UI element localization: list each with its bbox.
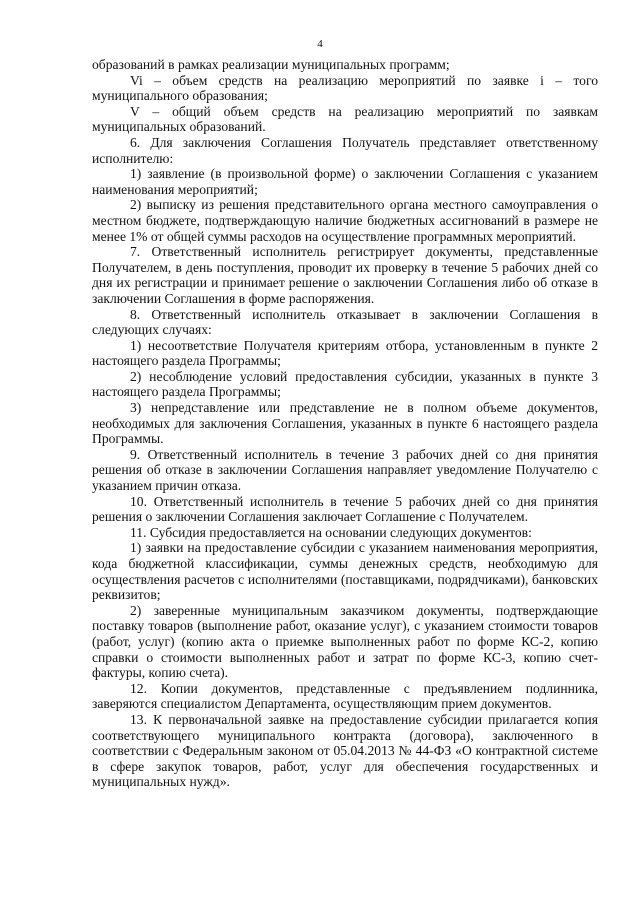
document-body [92, 57, 598, 790]
paragraph: образований в рамках реализации муниципальных программ; [92, 57, 450, 72]
paragraph: 11. Субсидия предоставляется на основании следующих документов: [130, 524, 532, 540]
paragraph: 2) несоблюдение условий предоставления субсидии, указанных в пункте 3 настоящего раздела Программы; [92, 368, 598, 400]
paragraph: Vi – объем средств на реализацию мероприятий по заявке i – того муниципального образования; [92, 72, 598, 104]
paragraph: 8. Ответственный исполнитель отказывает в заключении Соглашения в следующих случаях: [92, 306, 598, 338]
paragraph: 2) выписку из решения представительного органа местного самоуправления о местном бюджете, подтверждающую наличие бюджетных ассигнований в размере не менее 1% от общей суммы расходов на осуществление программных мероприятий. [92, 197, 598, 244]
paragraph: 6. Для заключения Соглашения Получатель представляет ответственному исполнителю: [92, 134, 598, 166]
paragraph: 13. К первоначальной заявке на предоставление субсидии прилагается копия соответствующего муниципального контракта (договора), заключенного в соответствии с Федеральным законом от 05.04.2013 № 44-ФЗ «О контрактной системе в сфере закупок товаров, работ, услуг для обеспечения государственных и муниципальных нужд». [92, 711, 598, 790]
paragraph: 9. Ответственный исполнитель в течение 3 рабочих дней со дня принятия решения об отказе в заключении Соглашения направляет уведомление Получателю с указанием причин отказа. [92, 446, 598, 494]
page-number: 4 [317, 38, 323, 50]
paragraph: 3) непредставление или представление не в полном объеме документов, необходимых для заключения Соглашения, указанных в пункте 6 настоящего раздела Программы. [92, 400, 598, 447]
paragraph: 7. Ответственный исполнитель регистрирует документы, представленные Получателем, в день поступления, проводит их проверку в течение 5 рабочих дней со дня их регистрации и принимает решение о заключении Соглашения либо об отказе в заключении Соглашения в форме распоряжения. [92, 244, 598, 306]
paragraph: V – общий объем средств на реализацию мероприятий по заявкам муниципальных образований. [92, 103, 598, 135]
paragraph: 1) заявление (в произвольной форме) о заключении Соглашения с указанием наименования мероприятий; [92, 166, 598, 197]
paragraph: 1) заявки на предоставление субсидии с указанием наименования мероприятия, кода бюджетной классификации, суммы денежных средств, необходимую для осуществления расчетов с исполнителями (поставщиками, подрядчиками), банковских реквизитов; [92, 540, 598, 603]
paragraph: 12. Копии документов, представленные с предъявлением подлинника, заверяются специалистом Департамента, осуществляющим прием документов. [92, 680, 598, 712]
paragraph: 2) заверенные муниципальным заказчиком документы, подтверждающие поставку товаров (выполнение работ, оказание услуг), с указанием стоимости товаров (работ, услуг) (копию акта о приемке выполненных работ по форме КС-2, копию справки о стоимости выполненных работ и затрат по форме КС-3, копию счет-фактуры, копию счета). [92, 602, 598, 681]
paragraph: 10. Ответственный исполнитель в течение 5 рабочих дней со дня принятия решения о заключении Соглашения заключает Соглашение с Получателем. [92, 493, 598, 525]
paragraph: 1) несоответствие Получателя критериям отбора, установленным в пункте 2 настоящего раздела Программы; [92, 337, 598, 369]
